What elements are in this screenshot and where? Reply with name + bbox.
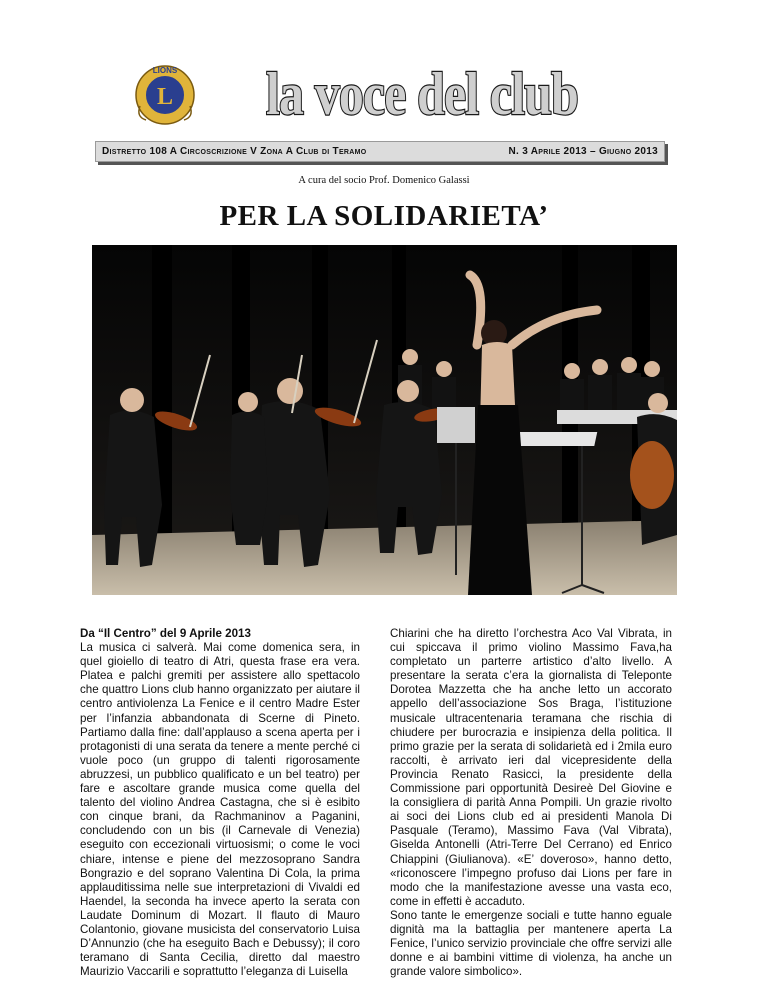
lions-logo	[132, 62, 198, 126]
issue-number-date: N. 3 Aprile 2013 – Giugno 2013	[508, 146, 658, 157]
article-column-left	[80, 627, 360, 979]
article-body-left: La musica ci salverà. Mai come domenica sera, in quel gioiello di teatro di Atri, questa frase era vera. Platea e palchi gremiti per assistere allo spettacolo che quattro Lions club hanno organizzato per aiutare il centro antiviolenza La Fenice e il centro Madre Ester per l’infanzia abbandonata di Scerne di Pineto. Partiamo dalla fine: dall’applauso a scena aperta per i protagonisti di una serata da tenere a mente perché ci vuole poco (un gruppo di talenti rigorosamente abruzzesi, un pubblico qualificato e un bel teatro) per fare e ascoltare grande musica come quella del talento del violino Andrea Castagna, che si è esibito con cinque brani, da Rachmaninov a Paganini, concludendo con un bis (il Carnevale di Venezia) eseguito con eccezionali virtuosismi; o come le voci chiare, intense e piene del mezzosoprano Sandra Bongrazio e del soprano Valentina Di Cola, la prima applauditissima nelle sue interpretazioni di Vivaldi ed Haendel, la seconda ha invece aperto la serata con Laudate Dominum di Mozart. Il flauto di Mauro Colantonio, giovane musicista del conservatorio Luisa D’Annunzio (che ha eseguito Bach e Debussy); il coro teramano di Santa Cecilia, diretto dal maestro Maurizio Vaccarili e soprattutto l’eleganza di Luisella	[80, 641, 360, 979]
concert-orchestra-photo	[92, 245, 677, 595]
article-source: Da “Il Centro” del 9 Aprile 2013	[80, 627, 251, 640]
byline: A cura del socio Prof. Domenico Galassi	[298, 175, 470, 186]
article-body-right: Chiarini che ha diretto l’orchestra Aco Val Vibrata, in cui spiccava il primo violino Massimo Fava,ha completato un parterre artistico d’alto livello. A presentare la serata c’era la giornalista di Teleponte Dorotea Mazzetta che ha anche letto un accorato appello dell’associazione Sos Braga, l’istituzione musicale ultracentenaria teramana che rischia di chiudere per burocrazia e insipienza della politica. Il primo grazie per la serata di solidarietà ed i 2mila euro raccolti, è arrivato ieri dal vicepresidente della Provincia Renato Rasicci, la presidente della Commissione pari opportunità Desireè Del Giovine e la consigliera di parità Anna Pompili. Un grazie rivolto ai soci dei Lions club ed ai presidenti Manola Di Pasquale (Teramo), Massimo Fava (Val Vibrata), Giselda Antonelli (Atri-Terre Del Cerrano) ed Enrico Chiappini (Giulianova). «E’ doveroso», hanno detto, «riconoscere l’impegno profuso dai Lions per fare in modo che la manifestazione avesse una vasta eco, come in effetti è accaduto.	[390, 627, 672, 908]
concert-photo	[92, 245, 677, 595]
svg-text:la voce del club: la voce del club	[266, 61, 578, 127]
district-info: Distretto 108 A Circoscrizione V Zona A Club di Teramo	[102, 146, 367, 157]
svg-text:L: L	[156, 84, 174, 110]
page-title: PER LA SOLIDARIETA’	[219, 200, 549, 232]
svg-text:LIONS: LIONS	[152, 66, 178, 75]
lions-club-emblem-icon	[132, 62, 198, 126]
article-body-right-closing: Sono tante le emergenze sociali e tutte hanno eguale dignità ma la battaglia per mantenere aperta La Fenice, l’unico servizio provinciale che offre servizi alle donne e ai bambini vittime di violenza, ha anche un grande valore simbolico».	[390, 908, 672, 979]
article-column-right	[390, 627, 672, 979]
issue-banner	[95, 141, 665, 162]
masthead-title	[262, 60, 582, 128]
